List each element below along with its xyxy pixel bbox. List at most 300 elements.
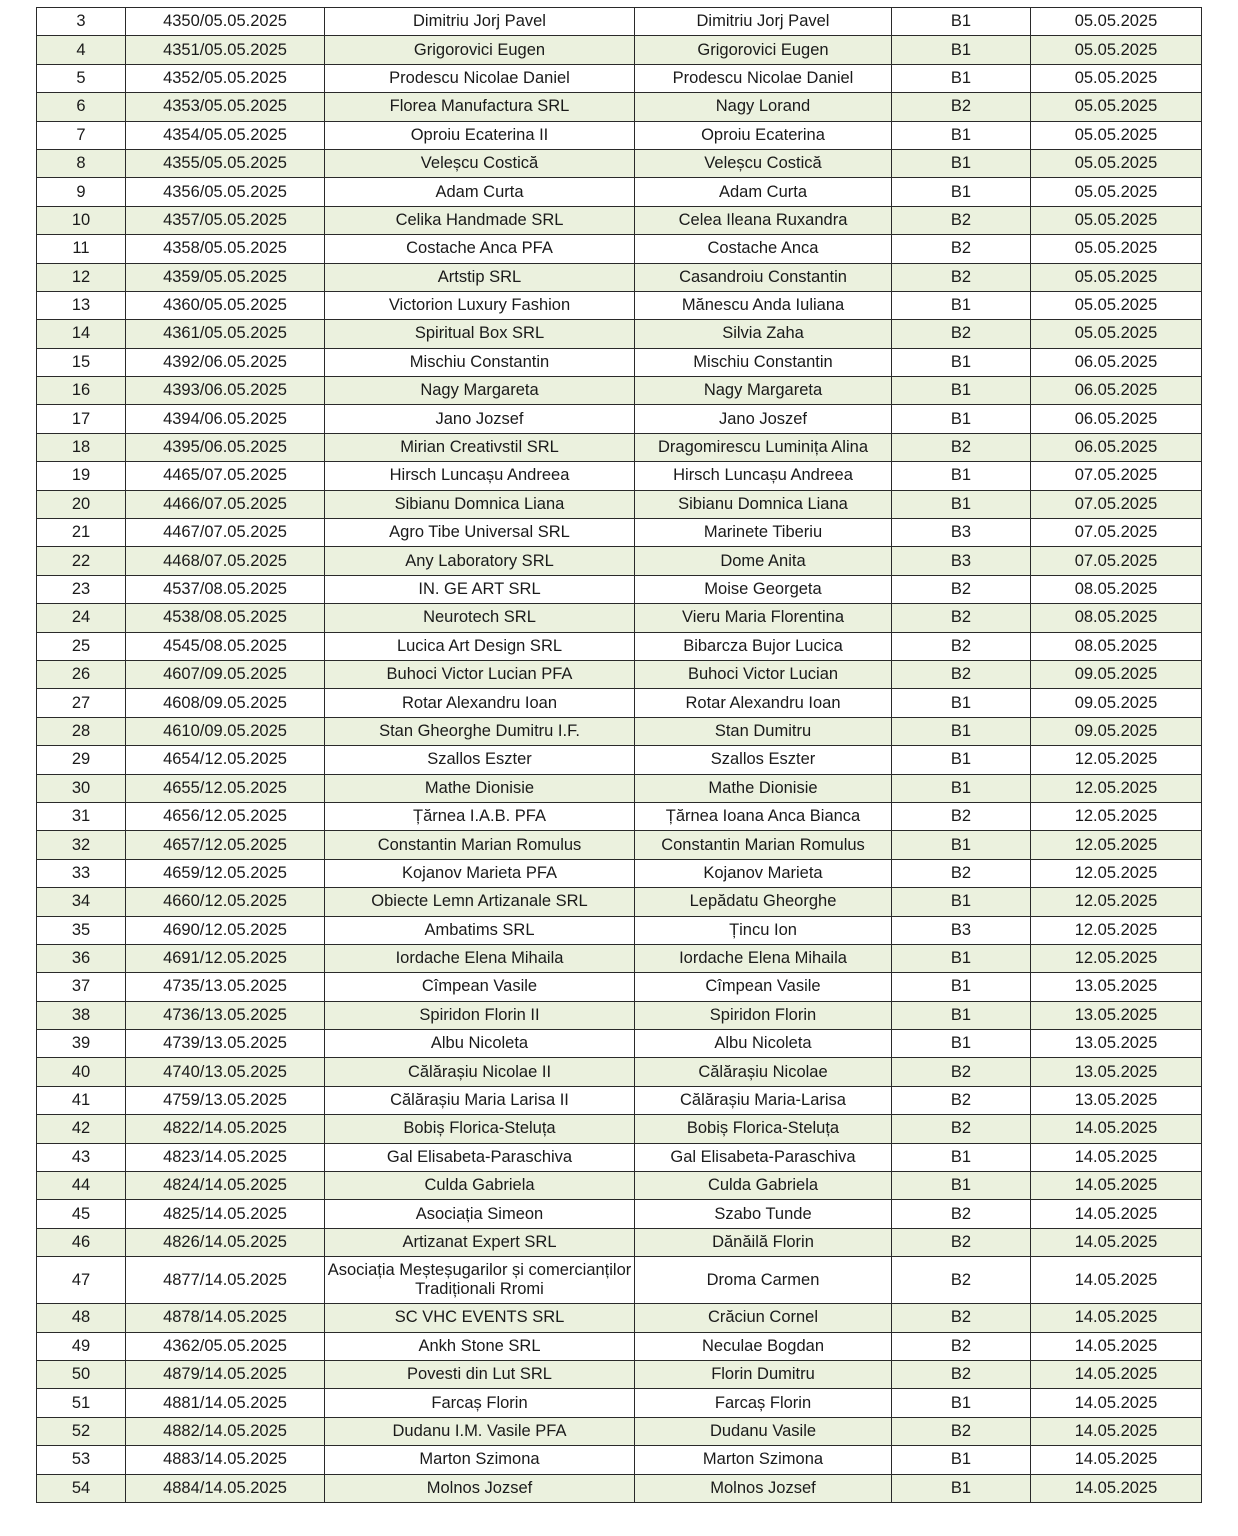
representative-cell: Costache Anca bbox=[635, 235, 892, 263]
registration-number-cell: 4468/07.05.2025 bbox=[126, 547, 325, 575]
applicant-cell: Obiecte Lemn Artizanale SRL bbox=[325, 888, 635, 916]
date-cell: 14.05.2025 bbox=[1031, 1389, 1202, 1417]
row-number-cell: 23 bbox=[37, 575, 126, 603]
applicant-cell: Țărnea I.A.B. PFA bbox=[325, 802, 635, 830]
date-cell: 09.05.2025 bbox=[1031, 660, 1202, 688]
applicant-cell: Celika Handmade SRL bbox=[325, 206, 635, 234]
date-cell: 13.05.2025 bbox=[1031, 1001, 1202, 1029]
registration-number-cell: 4361/05.05.2025 bbox=[126, 320, 325, 348]
representative-cell: Albu Nicoleta bbox=[635, 1030, 892, 1058]
registration-number-cell: 4878/14.05.2025 bbox=[126, 1304, 325, 1332]
representative-cell: Călărașiu Nicolae bbox=[635, 1058, 892, 1086]
date-cell: 12.05.2025 bbox=[1031, 859, 1202, 887]
table-row bbox=[37, 1332, 1202, 1360]
table-row bbox=[37, 263, 1202, 291]
row-number-cell: 22 bbox=[37, 547, 126, 575]
applicant-cell: Nagy Margareta bbox=[325, 377, 635, 405]
table-row bbox=[37, 1143, 1202, 1171]
table-row bbox=[37, 1474, 1202, 1502]
table-row bbox=[37, 235, 1202, 263]
date-cell: 12.05.2025 bbox=[1031, 802, 1202, 830]
date-cell: 05.05.2025 bbox=[1031, 149, 1202, 177]
registration-number-cell: 4358/05.05.2025 bbox=[126, 235, 325, 263]
row-number-cell: 10 bbox=[37, 206, 126, 234]
row-number-cell: 41 bbox=[37, 1086, 126, 1114]
registration-number-cell: 4351/05.05.2025 bbox=[126, 36, 325, 64]
table-row bbox=[37, 575, 1202, 603]
date-cell: 05.05.2025 bbox=[1031, 8, 1202, 36]
table-row bbox=[37, 973, 1202, 1001]
row-number-cell: 13 bbox=[37, 291, 126, 319]
applicant-cell: Mischiu Constantin bbox=[325, 348, 635, 376]
row-number-cell: 45 bbox=[37, 1200, 126, 1228]
category-cell: B2 bbox=[892, 1417, 1031, 1445]
applicant-cell: Kojanov Marieta PFA bbox=[325, 859, 635, 887]
representative-cell: Prodescu Nicolae Daniel bbox=[635, 64, 892, 92]
registration-number-cell: 4657/12.05.2025 bbox=[126, 831, 325, 859]
row-number-cell: 31 bbox=[37, 802, 126, 830]
table-row bbox=[37, 121, 1202, 149]
row-number-cell: 8 bbox=[37, 149, 126, 177]
row-number-cell: 34 bbox=[37, 888, 126, 916]
category-cell: B2 bbox=[892, 859, 1031, 887]
date-cell: 07.05.2025 bbox=[1031, 462, 1202, 490]
registration-number-cell: 4353/05.05.2025 bbox=[126, 93, 325, 121]
category-cell: B3 bbox=[892, 916, 1031, 944]
row-number-cell: 44 bbox=[37, 1172, 126, 1200]
category-cell: B1 bbox=[892, 1172, 1031, 1200]
category-cell: B1 bbox=[892, 944, 1031, 972]
representative-cell: Droma Carmen bbox=[635, 1257, 892, 1304]
registration-number-cell: 4537/08.05.2025 bbox=[126, 575, 325, 603]
category-cell: B1 bbox=[892, 178, 1031, 206]
date-cell: 13.05.2025 bbox=[1031, 1058, 1202, 1086]
applicant-cell: Hirsch Luncașu Andreea bbox=[325, 462, 635, 490]
date-cell: 13.05.2025 bbox=[1031, 973, 1202, 1001]
date-cell: 05.05.2025 bbox=[1031, 178, 1202, 206]
table-row bbox=[37, 1058, 1202, 1086]
registration-number-cell: 4659/12.05.2025 bbox=[126, 859, 325, 887]
category-cell: B2 bbox=[892, 802, 1031, 830]
representative-cell: Cîmpean Vasile bbox=[635, 973, 892, 1001]
representative-cell: Jano Joszef bbox=[635, 405, 892, 433]
applicant-cell: Victorion Luxury Fashion bbox=[325, 291, 635, 319]
category-cell: B1 bbox=[892, 291, 1031, 319]
row-number-cell: 32 bbox=[37, 831, 126, 859]
row-number-cell: 52 bbox=[37, 1417, 126, 1445]
applicant-cell: Spiridon Florin II bbox=[325, 1001, 635, 1029]
date-cell: 05.05.2025 bbox=[1031, 121, 1202, 149]
table-row bbox=[37, 433, 1202, 461]
table-row bbox=[37, 1360, 1202, 1388]
category-cell: B1 bbox=[892, 888, 1031, 916]
row-number-cell: 37 bbox=[37, 973, 126, 1001]
representative-cell: Veleșcu Costică bbox=[635, 149, 892, 177]
row-number-cell: 9 bbox=[37, 178, 126, 206]
table-row bbox=[37, 632, 1202, 660]
applicant-cell: Iordache Elena Mihaila bbox=[325, 944, 635, 972]
representative-cell: Culda Gabriela bbox=[635, 1172, 892, 1200]
representative-cell: Călărașiu Maria-Larisa bbox=[635, 1086, 892, 1114]
applicant-cell: Mathe Dionisie bbox=[325, 774, 635, 802]
representative-cell: Oproiu Ecaterina bbox=[635, 121, 892, 149]
applicant-cell: Marton Szimona bbox=[325, 1446, 635, 1474]
category-cell: B2 bbox=[892, 1360, 1031, 1388]
row-number-cell: 36 bbox=[37, 944, 126, 972]
category-cell: B2 bbox=[892, 320, 1031, 348]
applicant-cell: Ambatims SRL bbox=[325, 916, 635, 944]
table-row bbox=[37, 1389, 1202, 1417]
row-number-cell: 26 bbox=[37, 660, 126, 688]
category-cell: B2 bbox=[892, 1058, 1031, 1086]
representative-cell: Marinete Tiberiu bbox=[635, 519, 892, 547]
table-row bbox=[37, 888, 1202, 916]
category-cell: B2 bbox=[892, 1200, 1031, 1228]
representative-cell: Dome Anita bbox=[635, 547, 892, 575]
applicant-cell: Asociația Meșteșugarilor și comercianților Tradiționali Rromi bbox=[325, 1257, 635, 1304]
applicant-cell: Agro Tibe Universal SRL bbox=[325, 519, 635, 547]
applicant-cell: Sibianu Domnica Liana bbox=[325, 490, 635, 518]
table-row bbox=[37, 377, 1202, 405]
registration-number-cell: 4465/07.05.2025 bbox=[126, 462, 325, 490]
applicant-cell: Molnos Jozsef bbox=[325, 1474, 635, 1502]
row-number-cell: 4 bbox=[37, 36, 126, 64]
date-cell: 08.05.2025 bbox=[1031, 575, 1202, 603]
registration-number-cell: 4759/13.05.2025 bbox=[126, 1086, 325, 1114]
table-row bbox=[37, 1257, 1202, 1304]
row-number-cell: 51 bbox=[37, 1389, 126, 1417]
row-number-cell: 21 bbox=[37, 519, 126, 547]
registration-number-cell: 4823/14.05.2025 bbox=[126, 1143, 325, 1171]
date-cell: 05.05.2025 bbox=[1031, 36, 1202, 64]
row-number-cell: 33 bbox=[37, 859, 126, 887]
row-number-cell: 50 bbox=[37, 1360, 126, 1388]
applicant-cell: Dudanu I.M. Vasile PFA bbox=[325, 1417, 635, 1445]
registration-number-cell: 4883/14.05.2025 bbox=[126, 1446, 325, 1474]
category-cell: B1 bbox=[892, 831, 1031, 859]
row-number-cell: 11 bbox=[37, 235, 126, 263]
table-row bbox=[37, 1086, 1202, 1114]
date-cell: 14.05.2025 bbox=[1031, 1200, 1202, 1228]
table-row bbox=[37, 1417, 1202, 1445]
applicant-cell: Szallos Eszter bbox=[325, 746, 635, 774]
applicant-cell: Stan Gheorghe Dumitru I.F. bbox=[325, 717, 635, 745]
registration-number-cell: 4877/14.05.2025 bbox=[126, 1257, 325, 1304]
category-cell: B1 bbox=[892, 1474, 1031, 1502]
category-cell: B2 bbox=[892, 263, 1031, 291]
registry-table-body bbox=[37, 8, 1202, 1503]
date-cell: 09.05.2025 bbox=[1031, 689, 1202, 717]
registration-number-cell: 4884/14.05.2025 bbox=[126, 1474, 325, 1502]
representative-cell: Dănăilă Florin bbox=[635, 1228, 892, 1256]
row-number-cell: 28 bbox=[37, 717, 126, 745]
representative-cell: Szabo Tunde bbox=[635, 1200, 892, 1228]
registry-table bbox=[36, 7, 1202, 1503]
category-cell: B1 bbox=[892, 377, 1031, 405]
table-row bbox=[37, 1172, 1202, 1200]
registration-number-cell: 4394/06.05.2025 bbox=[126, 405, 325, 433]
registration-number-cell: 4392/06.05.2025 bbox=[126, 348, 325, 376]
table-row bbox=[37, 149, 1202, 177]
registration-number-cell: 4350/05.05.2025 bbox=[126, 8, 325, 36]
date-cell: 12.05.2025 bbox=[1031, 888, 1202, 916]
date-cell: 09.05.2025 bbox=[1031, 717, 1202, 745]
date-cell: 07.05.2025 bbox=[1031, 519, 1202, 547]
applicant-cell: Buhoci Victor Lucian PFA bbox=[325, 660, 635, 688]
registration-number-cell: 4608/09.05.2025 bbox=[126, 689, 325, 717]
date-cell: 14.05.2025 bbox=[1031, 1446, 1202, 1474]
category-cell: B1 bbox=[892, 1001, 1031, 1029]
table-row bbox=[37, 802, 1202, 830]
applicant-cell: Culda Gabriela bbox=[325, 1172, 635, 1200]
representative-cell: Silvia Zaha bbox=[635, 320, 892, 348]
applicant-cell: Neurotech SRL bbox=[325, 604, 635, 632]
representative-cell: Nagy Margareta bbox=[635, 377, 892, 405]
applicant-cell: Artstip SRL bbox=[325, 263, 635, 291]
category-cell: B2 bbox=[892, 206, 1031, 234]
representative-cell: Nagy Lorand bbox=[635, 93, 892, 121]
registration-number-cell: 4359/05.05.2025 bbox=[126, 263, 325, 291]
category-cell: B2 bbox=[892, 235, 1031, 263]
applicant-cell: Any Laboratory SRL bbox=[325, 547, 635, 575]
date-cell: 14.05.2025 bbox=[1031, 1143, 1202, 1171]
row-number-cell: 38 bbox=[37, 1001, 126, 1029]
applicant-cell: Asociația Simeon bbox=[325, 1200, 635, 1228]
category-cell: B1 bbox=[892, 121, 1031, 149]
row-number-cell: 14 bbox=[37, 320, 126, 348]
registration-number-cell: 4660/12.05.2025 bbox=[126, 888, 325, 916]
date-cell: 05.05.2025 bbox=[1031, 291, 1202, 319]
representative-cell: Szallos Eszter bbox=[635, 746, 892, 774]
category-cell: B1 bbox=[892, 490, 1031, 518]
representative-cell: Țărnea Ioana Anca Bianca bbox=[635, 802, 892, 830]
table-row bbox=[37, 774, 1202, 802]
row-number-cell: 40 bbox=[37, 1058, 126, 1086]
applicant-cell: Farcaș Florin bbox=[325, 1389, 635, 1417]
registration-number-cell: 4824/14.05.2025 bbox=[126, 1172, 325, 1200]
row-number-cell: 24 bbox=[37, 604, 126, 632]
table-row bbox=[37, 405, 1202, 433]
category-cell: B2 bbox=[892, 632, 1031, 660]
date-cell: 14.05.2025 bbox=[1031, 1172, 1202, 1200]
row-number-cell: 42 bbox=[37, 1115, 126, 1143]
table-row bbox=[37, 717, 1202, 745]
registration-number-cell: 4690/12.05.2025 bbox=[126, 916, 325, 944]
table-row bbox=[37, 746, 1202, 774]
row-number-cell: 18 bbox=[37, 433, 126, 461]
representative-cell: Adam Curta bbox=[635, 178, 892, 206]
representative-cell: Țincu Ion bbox=[635, 916, 892, 944]
registration-number-cell: 4879/14.05.2025 bbox=[126, 1360, 325, 1388]
table-row bbox=[37, 36, 1202, 64]
row-number-cell: 20 bbox=[37, 490, 126, 518]
representative-cell: Kojanov Marieta bbox=[635, 859, 892, 887]
applicant-cell: Gal Elisabeta-Paraschiva bbox=[325, 1143, 635, 1171]
category-cell: B1 bbox=[892, 405, 1031, 433]
table-row bbox=[37, 689, 1202, 717]
category-cell: B3 bbox=[892, 547, 1031, 575]
category-cell: B2 bbox=[892, 433, 1031, 461]
table-row bbox=[37, 8, 1202, 36]
row-number-cell: 16 bbox=[37, 377, 126, 405]
row-number-cell: 29 bbox=[37, 746, 126, 774]
row-number-cell: 39 bbox=[37, 1030, 126, 1058]
applicant-cell: Artizanat Expert SRL bbox=[325, 1228, 635, 1256]
applicant-cell: Rotar Alexandru Ioan bbox=[325, 689, 635, 717]
category-cell: B1 bbox=[892, 36, 1031, 64]
representative-cell: Vieru Maria Florentina bbox=[635, 604, 892, 632]
registration-number-cell: 4826/14.05.2025 bbox=[126, 1228, 325, 1256]
registration-number-cell: 4362/05.05.2025 bbox=[126, 1332, 325, 1360]
category-cell: B2 bbox=[892, 1115, 1031, 1143]
category-cell: B2 bbox=[892, 660, 1031, 688]
applicant-cell: Dimitriu Jorj Pavel bbox=[325, 8, 635, 36]
date-cell: 08.05.2025 bbox=[1031, 604, 1202, 632]
applicant-cell: Jano Jozsef bbox=[325, 405, 635, 433]
date-cell: 12.05.2025 bbox=[1031, 831, 1202, 859]
row-number-cell: 19 bbox=[37, 462, 126, 490]
date-cell: 14.05.2025 bbox=[1031, 1115, 1202, 1143]
registration-number-cell: 4538/08.05.2025 bbox=[126, 604, 325, 632]
row-number-cell: 6 bbox=[37, 93, 126, 121]
date-cell: 13.05.2025 bbox=[1031, 1030, 1202, 1058]
date-cell: 05.05.2025 bbox=[1031, 64, 1202, 92]
table-row bbox=[37, 831, 1202, 859]
table-row bbox=[37, 916, 1202, 944]
date-cell: 06.05.2025 bbox=[1031, 433, 1202, 461]
applicant-cell: Ankh Stone SRL bbox=[325, 1332, 635, 1360]
registration-number-cell: 4691/12.05.2025 bbox=[126, 944, 325, 972]
applicant-cell: Grigorovici Eugen bbox=[325, 36, 635, 64]
row-number-cell: 47 bbox=[37, 1257, 126, 1304]
row-number-cell: 53 bbox=[37, 1446, 126, 1474]
representative-cell: Rotar Alexandru Ioan bbox=[635, 689, 892, 717]
representative-cell: Stan Dumitru bbox=[635, 717, 892, 745]
category-cell: B2 bbox=[892, 575, 1031, 603]
applicant-cell: Călărașiu Nicolae II bbox=[325, 1058, 635, 1086]
registration-number-cell: 4739/13.05.2025 bbox=[126, 1030, 325, 1058]
table-row bbox=[37, 1446, 1202, 1474]
registration-number-cell: 4393/06.05.2025 bbox=[126, 377, 325, 405]
date-cell: 12.05.2025 bbox=[1031, 916, 1202, 944]
table-row bbox=[37, 1115, 1202, 1143]
representative-cell: Mathe Dionisie bbox=[635, 774, 892, 802]
table-row bbox=[37, 178, 1202, 206]
table-row bbox=[37, 1001, 1202, 1029]
date-cell: 13.05.2025 bbox=[1031, 1086, 1202, 1114]
representative-cell: Dudanu Vasile bbox=[635, 1417, 892, 1445]
representative-cell: Dragomirescu Luminița Alina bbox=[635, 433, 892, 461]
row-number-cell: 7 bbox=[37, 121, 126, 149]
date-cell: 12.05.2025 bbox=[1031, 774, 1202, 802]
registration-number-cell: 4466/07.05.2025 bbox=[126, 490, 325, 518]
representative-cell: Neculae Bogdan bbox=[635, 1332, 892, 1360]
applicant-cell: Costache Anca PFA bbox=[325, 235, 635, 263]
row-number-cell: 17 bbox=[37, 405, 126, 433]
registration-number-cell: 4655/12.05.2025 bbox=[126, 774, 325, 802]
category-cell: B1 bbox=[892, 1143, 1031, 1171]
category-cell: B1 bbox=[892, 149, 1031, 177]
applicant-cell: Oproiu Ecaterina II bbox=[325, 121, 635, 149]
applicant-cell: Florea Manufactura SRL bbox=[325, 93, 635, 121]
row-number-cell: 5 bbox=[37, 64, 126, 92]
category-cell: B1 bbox=[892, 1030, 1031, 1058]
date-cell: 14.05.2025 bbox=[1031, 1304, 1202, 1332]
date-cell: 14.05.2025 bbox=[1031, 1257, 1202, 1304]
row-number-cell: 12 bbox=[37, 263, 126, 291]
date-cell: 07.05.2025 bbox=[1031, 547, 1202, 575]
row-number-cell: 43 bbox=[37, 1143, 126, 1171]
representative-cell: Casandroiu Constantin bbox=[635, 263, 892, 291]
representative-cell: Dimitriu Jorj Pavel bbox=[635, 8, 892, 36]
registration-number-cell: 4545/08.05.2025 bbox=[126, 632, 325, 660]
category-cell: B2 bbox=[892, 1304, 1031, 1332]
row-number-cell: 49 bbox=[37, 1332, 126, 1360]
table-row bbox=[37, 348, 1202, 376]
registration-number-cell: 4881/14.05.2025 bbox=[126, 1389, 325, 1417]
representative-cell: Lepădatu Gheorghe bbox=[635, 888, 892, 916]
applicant-cell: Cîmpean Vasile bbox=[325, 973, 635, 1001]
registration-number-cell: 4736/13.05.2025 bbox=[126, 1001, 325, 1029]
representative-cell: Spiridon Florin bbox=[635, 1001, 892, 1029]
date-cell: 12.05.2025 bbox=[1031, 944, 1202, 972]
registration-number-cell: 4357/05.05.2025 bbox=[126, 206, 325, 234]
date-cell: 14.05.2025 bbox=[1031, 1228, 1202, 1256]
row-number-cell: 30 bbox=[37, 774, 126, 802]
registration-number-cell: 4740/13.05.2025 bbox=[126, 1058, 325, 1086]
date-cell: 05.05.2025 bbox=[1031, 235, 1202, 263]
representative-cell: Florin Dumitru bbox=[635, 1360, 892, 1388]
date-cell: 14.05.2025 bbox=[1031, 1474, 1202, 1502]
category-cell: B2 bbox=[892, 93, 1031, 121]
registration-number-cell: 4610/09.05.2025 bbox=[126, 717, 325, 745]
category-cell: B1 bbox=[892, 774, 1031, 802]
representative-cell: Mănescu Anda Iuliana bbox=[635, 291, 892, 319]
date-cell: 08.05.2025 bbox=[1031, 632, 1202, 660]
representative-cell: Marton Szimona bbox=[635, 1446, 892, 1474]
table-row bbox=[37, 1200, 1202, 1228]
category-cell: B1 bbox=[892, 973, 1031, 1001]
date-cell: 06.05.2025 bbox=[1031, 405, 1202, 433]
table-row bbox=[37, 1030, 1202, 1058]
registration-number-cell: 4360/05.05.2025 bbox=[126, 291, 325, 319]
registration-number-cell: 4825/14.05.2025 bbox=[126, 1200, 325, 1228]
category-cell: B1 bbox=[892, 717, 1031, 745]
date-cell: 07.05.2025 bbox=[1031, 490, 1202, 518]
applicant-cell: Călărașiu Maria Larisa II bbox=[325, 1086, 635, 1114]
representative-cell: Molnos Jozsef bbox=[635, 1474, 892, 1502]
category-cell: B1 bbox=[892, 348, 1031, 376]
date-cell: 06.05.2025 bbox=[1031, 377, 1202, 405]
category-cell: B1 bbox=[892, 462, 1031, 490]
date-cell: 12.05.2025 bbox=[1031, 746, 1202, 774]
registration-number-cell: 4354/05.05.2025 bbox=[126, 121, 325, 149]
representative-cell: Celea Ileana Ruxandra bbox=[635, 206, 892, 234]
applicant-cell: Veleșcu Costică bbox=[325, 149, 635, 177]
category-cell: B2 bbox=[892, 1332, 1031, 1360]
table-row bbox=[37, 206, 1202, 234]
registration-number-cell: 4395/06.05.2025 bbox=[126, 433, 325, 461]
date-cell: 05.05.2025 bbox=[1031, 263, 1202, 291]
date-cell: 14.05.2025 bbox=[1031, 1332, 1202, 1360]
applicant-cell: Albu Nicoleta bbox=[325, 1030, 635, 1058]
category-cell: B1 bbox=[892, 689, 1031, 717]
row-number-cell: 35 bbox=[37, 916, 126, 944]
table-row bbox=[37, 660, 1202, 688]
table-row bbox=[37, 859, 1202, 887]
applicant-cell: Mirian Creativstil SRL bbox=[325, 433, 635, 461]
row-number-cell: 54 bbox=[37, 1474, 126, 1502]
